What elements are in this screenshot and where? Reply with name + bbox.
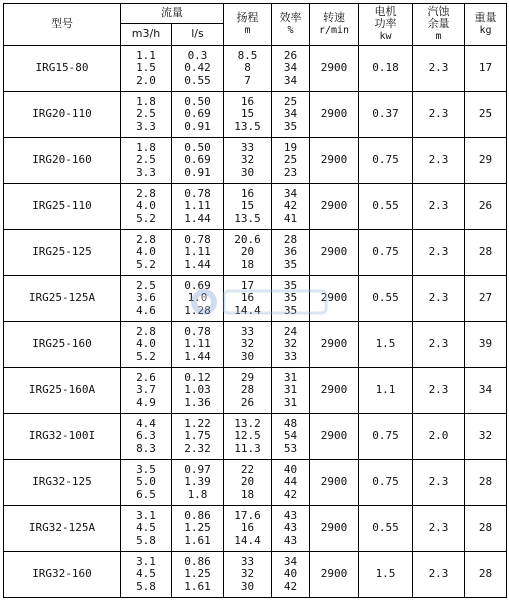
cell-power: 1.1	[359, 368, 413, 414]
col-header-flow: 流量	[121, 4, 224, 24]
cell-flow-ls-value: 0.91	[184, 165, 211, 179]
cell-flow-ls	[172, 92, 224, 138]
cell-model: IRG15-80	[4, 46, 121, 92]
table-row	[4, 46, 507, 92]
cell-head-value: 22	[240, 462, 255, 476]
cell-flow-ls	[172, 322, 224, 368]
cell-head	[224, 552, 272, 598]
cell-flow-m3h-value: 3.6	[136, 291, 156, 305]
cell-weight: 17	[465, 46, 507, 92]
cell-head	[224, 414, 272, 460]
cell-npsh: 2.3	[413, 322, 465, 368]
cell-power: 0.75	[359, 138, 413, 184]
cell-flow-ls-value: 1.03	[184, 383, 211, 397]
cell-efficiency-value: 41	[283, 211, 298, 225]
cell-efficiency-value: 53	[283, 441, 298, 455]
cell-flow-ls-value: 0.69	[184, 107, 211, 121]
cell-flow-ls	[172, 506, 224, 552]
col-header-power: 电机 功率 kw	[359, 4, 413, 46]
cell-head-value: 29	[240, 370, 255, 384]
cell-flow-m3h-value: 2.5	[136, 153, 156, 167]
cell-efficiency-value: 42	[283, 199, 298, 213]
cell-head-value: 30	[240, 165, 255, 179]
cell-head	[224, 460, 272, 506]
cell-flow-ls-value: 1.61	[184, 533, 211, 547]
cell-speed: 2900	[310, 414, 359, 460]
cell-flow-ls-value: 1.39	[184, 475, 211, 489]
cell-flow-ls-value: 1.11	[184, 337, 211, 351]
cell-flow-ls-value: 1.44	[184, 349, 211, 363]
cell-flow-ls	[172, 552, 224, 598]
cell-model: IRG25-160A	[4, 368, 121, 414]
cell-efficiency-value: 26	[283, 48, 298, 62]
cell-weight: 29	[465, 138, 507, 184]
table-row	[4, 506, 507, 552]
cell-efficiency-value: 43	[283, 533, 298, 547]
cell-efficiency-value: 34	[283, 107, 298, 121]
cell-flow-m3h-value: 4.9	[136, 395, 156, 409]
cell-speed: 2900	[310, 46, 359, 92]
cell-npsh: 2.3	[413, 46, 465, 92]
cell-head-value: 13.2	[234, 416, 261, 430]
cell-efficiency-value: 54	[283, 429, 298, 443]
cell-flow-m3h-value: 8.3	[136, 441, 156, 455]
cell-flow-ls-value: 1.22	[184, 416, 211, 430]
cell-flow-m3h-value: 2.8	[136, 324, 156, 338]
cell-speed: 2900	[310, 138, 359, 184]
cell-npsh: 2.0	[413, 414, 465, 460]
cell-head-value: 20	[240, 245, 255, 259]
table-row	[4, 460, 507, 506]
cell-efficiency-value: 24	[283, 324, 298, 338]
cell-head-value: 8	[244, 61, 251, 75]
cell-flow-m3h-value: 3.7	[136, 383, 156, 397]
cell-power: 0.55	[359, 506, 413, 552]
cell-flow-m3h	[121, 368, 172, 414]
table-row	[4, 184, 507, 230]
cell-head	[224, 92, 272, 138]
cell-efficiency	[272, 92, 310, 138]
cell-head-value: 8.5	[237, 48, 258, 62]
table-row	[4, 92, 507, 138]
cell-flow-m3h-value: 2.8	[136, 186, 156, 200]
pump-spec-table	[3, 3, 507, 598]
cell-flow-m3h-value: 2.0	[136, 73, 156, 87]
cell-flow-ls-value: 0.86	[184, 508, 211, 522]
cell-speed: 2900	[310, 92, 359, 138]
cell-flow-ls-value: 1.25	[184, 521, 211, 535]
cell-power: 0.55	[359, 276, 413, 322]
cell-efficiency-value: 35	[283, 291, 298, 305]
cell-head	[224, 368, 272, 414]
cell-efficiency-value: 35	[283, 303, 298, 317]
cell-flow-m3h	[121, 230, 172, 276]
cell-flow-ls	[172, 368, 224, 414]
cell-flow-ls-value: 1.61	[184, 579, 211, 593]
cell-efficiency-value: 35	[283, 119, 298, 133]
cell-head-value: 20.6	[234, 232, 261, 246]
cell-speed: 2900	[310, 322, 359, 368]
cell-weight: 27	[465, 276, 507, 322]
cell-flow-m3h-value: 3.3	[136, 165, 156, 179]
col-header-head: 扬程 m	[224, 4, 272, 46]
cell-npsh: 2.3	[413, 138, 465, 184]
cell-flow-m3h-value: 5.8	[136, 533, 156, 547]
cell-efficiency-value: 28	[283, 232, 298, 246]
cell-flow-ls-value: 2.32	[184, 441, 211, 455]
cell-flow-ls-value: 0.86	[184, 554, 211, 568]
cell-head-value: 17	[240, 278, 255, 292]
cell-speed: 2900	[310, 506, 359, 552]
cell-flow-ls-value: 0.78	[184, 324, 211, 338]
cell-model: IRG32-160	[4, 552, 121, 598]
cell-head	[224, 322, 272, 368]
cell-head-value: 28	[240, 383, 255, 397]
cell-head-value: 32	[240, 567, 255, 581]
cell-weight: 32	[465, 414, 507, 460]
cell-model: IRG25-125A	[4, 276, 121, 322]
cell-npsh: 2.3	[413, 552, 465, 598]
cell-flow-m3h-value: 4.5	[136, 521, 156, 535]
cell-efficiency-value: 34	[283, 73, 298, 87]
cell-head-value: 32	[240, 337, 255, 351]
col-header-weight: 重量 kg	[465, 4, 507, 46]
cell-power: 0.55	[359, 184, 413, 230]
cell-flow-m3h-value: 5.0	[136, 475, 156, 489]
cell-flow-m3h	[121, 414, 172, 460]
cell-weight: 26	[465, 184, 507, 230]
cell-flow-m3h-value: 6.3	[136, 429, 156, 443]
cell-efficiency	[272, 414, 310, 460]
cell-npsh: 2.3	[413, 276, 465, 322]
cell-head	[224, 276, 272, 322]
cell-flow-ls-value: 0.50	[184, 140, 211, 154]
cell-flow-m3h-value: 5.2	[136, 349, 156, 363]
col-header-flow-ls: l/s	[172, 24, 224, 46]
cell-head-value: 18	[240, 487, 255, 501]
cell-head-value: 11.3	[234, 441, 261, 455]
table-row	[4, 322, 507, 368]
cell-flow-ls-value: 1.25	[184, 567, 211, 581]
cell-head-value: 16	[240, 94, 255, 108]
cell-efficiency-value: 34	[283, 186, 298, 200]
cell-flow-m3h	[121, 46, 172, 92]
cell-npsh: 2.3	[413, 92, 465, 138]
cell-power: 0.37	[359, 92, 413, 138]
cell-power: 0.18	[359, 46, 413, 92]
cell-efficiency-value: 19	[283, 140, 298, 154]
cell-flow-ls	[172, 138, 224, 184]
cell-flow-m3h	[121, 322, 172, 368]
cell-flow-ls-value: 0.42	[184, 61, 211, 75]
cell-head-value: 30	[240, 579, 255, 593]
cell-head-value: 20	[240, 475, 255, 489]
cell-head	[224, 46, 272, 92]
cell-efficiency	[272, 552, 310, 598]
cell-flow-ls-value: 0.55	[184, 73, 211, 87]
cell-efficiency-value: 42	[283, 579, 298, 593]
cell-flow-ls-value: 1.8	[187, 487, 208, 501]
col-header-speed: 转速 r/min	[310, 4, 359, 46]
cell-flow-m3h	[121, 138, 172, 184]
cell-efficiency	[272, 322, 310, 368]
cell-efficiency-value: 43	[283, 508, 298, 522]
cell-flow-m3h-value: 5.2	[136, 257, 156, 271]
cell-npsh: 2.3	[413, 184, 465, 230]
cell-efficiency	[272, 138, 310, 184]
cell-efficiency-value: 36	[283, 245, 298, 259]
cell-efficiency-value: 40	[283, 462, 298, 476]
cell-flow-m3h-value: 2.5	[136, 107, 156, 121]
cell-power: 1.5	[359, 552, 413, 598]
cell-flow-ls	[172, 460, 224, 506]
cell-flow-ls-value: 0.3	[187, 48, 208, 62]
cell-flow-ls-value: 1.75	[184, 429, 211, 443]
cell-flow-m3h-value: 1.8	[136, 140, 156, 154]
cell-weight: 28	[465, 506, 507, 552]
cell-model: IRG20-110	[4, 92, 121, 138]
cell-npsh: 2.3	[413, 368, 465, 414]
cell-speed: 2900	[310, 184, 359, 230]
cell-flow-ls-value: 1.44	[184, 211, 211, 225]
cell-flow-m3h-value: 6.5	[136, 487, 156, 501]
cell-flow-ls-value: 1.11	[184, 245, 211, 259]
cell-flow-ls-value: 0.69	[184, 153, 211, 167]
col-header-efficiency: 效率 %	[272, 4, 310, 46]
cell-efficiency-value: 32	[283, 337, 298, 351]
cell-efficiency-value: 34	[283, 61, 298, 75]
cell-flow-m3h-value: 4.0	[136, 337, 156, 351]
cell-flow-ls-value: 1.28	[184, 303, 211, 317]
cell-head-value: 16	[240, 521, 255, 535]
cell-flow-m3h-value: 3.1	[136, 554, 156, 568]
table-row	[4, 138, 507, 184]
cell-efficiency-value: 40	[283, 567, 298, 581]
cell-flow-ls-value: 0.12	[184, 370, 211, 384]
cell-flow-m3h-value: 1.1	[136, 48, 156, 62]
cell-flow-m3h-value: 5.2	[136, 211, 156, 225]
cell-flow-m3h-value: 3.3	[136, 119, 156, 133]
cell-efficiency-value: 35	[283, 278, 298, 292]
cell-head-value: 30	[240, 349, 255, 363]
cell-efficiency	[272, 460, 310, 506]
cell-efficiency-value: 42	[283, 487, 298, 501]
col-header-npsh: 汽蚀 余量 m	[413, 4, 465, 46]
cell-efficiency	[272, 368, 310, 414]
cell-flow-m3h	[121, 184, 172, 230]
cell-flow-ls-value: 0.97	[184, 462, 211, 476]
cell-weight: 34	[465, 368, 507, 414]
cell-npsh: 2.3	[413, 506, 465, 552]
cell-flow-ls	[172, 46, 224, 92]
cell-flow-m3h	[121, 460, 172, 506]
cell-efficiency-value: 44	[283, 475, 298, 489]
cell-head	[224, 138, 272, 184]
cell-speed: 2900	[310, 276, 359, 322]
cell-head-value: 7	[244, 73, 251, 87]
cell-head-value: 16	[240, 291, 255, 305]
cell-flow-m3h-value: 5.8	[136, 579, 156, 593]
cell-flow-ls	[172, 276, 224, 322]
cell-flow-ls-value: 1.36	[184, 395, 211, 409]
cell-efficiency	[272, 184, 310, 230]
cell-flow-ls-value: 1.44	[184, 257, 211, 271]
table-row	[4, 368, 507, 414]
cell-speed: 2900	[310, 230, 359, 276]
cell-speed: 2900	[310, 368, 359, 414]
cell-flow-m3h-value: 2.6	[136, 370, 156, 384]
table-row	[4, 230, 507, 276]
table-row	[4, 552, 507, 598]
cell-flow-ls-value: 0.50	[184, 94, 211, 108]
cell-model: IRG20-160	[4, 138, 121, 184]
cell-head-value: 16	[240, 186, 255, 200]
cell-head-value: 14.4	[234, 533, 261, 547]
cell-flow-ls-value: 0.78	[184, 232, 211, 246]
cell-head-value: 33	[240, 554, 255, 568]
cell-model: IRG32-100I	[4, 414, 121, 460]
cell-head-value: 13.5	[234, 119, 261, 133]
cell-speed: 2900	[310, 552, 359, 598]
cell-model: IRG32-125A	[4, 506, 121, 552]
cell-efficiency-value: 31	[283, 370, 298, 384]
cell-power: 0.75	[359, 230, 413, 276]
cell-efficiency-value: 31	[283, 383, 298, 397]
cell-weight: 25	[465, 92, 507, 138]
cell-power: 0.75	[359, 414, 413, 460]
cell-flow-ls-value: 0.78	[184, 186, 211, 200]
col-header-flow-m3h: m3/h	[121, 24, 172, 46]
cell-weight: 28	[465, 460, 507, 506]
cell-head-value: 33	[240, 324, 255, 338]
cell-efficiency	[272, 506, 310, 552]
cell-efficiency	[272, 276, 310, 322]
cell-efficiency-value: 31	[283, 395, 298, 409]
cell-flow-ls-value: 0.69	[184, 278, 211, 292]
cell-head-value: 18	[240, 257, 255, 271]
cell-head-value: 32	[240, 153, 255, 167]
cell-power: 0.75	[359, 460, 413, 506]
cell-model: IRG25-110	[4, 184, 121, 230]
cell-flow-m3h-value: 3.1	[136, 508, 156, 522]
cell-speed: 2900	[310, 460, 359, 506]
cell-head	[224, 184, 272, 230]
cell-model: IRG25-160	[4, 322, 121, 368]
cell-flow-m3h	[121, 506, 172, 552]
cell-flow-m3h-value: 1.5	[136, 61, 156, 75]
cell-model: IRG32-125	[4, 460, 121, 506]
col-header-model: 型号	[4, 4, 121, 46]
cell-efficiency-value: 33	[283, 349, 298, 363]
cell-flow-m3h	[121, 276, 172, 322]
cell-head	[224, 506, 272, 552]
cell-efficiency	[272, 46, 310, 92]
cell-efficiency-value: 43	[283, 521, 298, 535]
cell-flow-ls-value: 1.11	[184, 199, 211, 213]
cell-head-value: 17.6	[234, 508, 261, 522]
cell-head-value: 33	[240, 140, 255, 154]
cell-head-value: 14.4	[234, 303, 261, 317]
cell-head-value: 13.5	[234, 211, 261, 225]
cell-efficiency-value: 35	[283, 257, 298, 271]
cell-efficiency	[272, 230, 310, 276]
cell-head-value: 15	[240, 199, 255, 213]
cell-head-value: 15	[240, 107, 255, 121]
cell-efficiency-value: 34	[283, 554, 298, 568]
cell-flow-m3h-value: 2.8	[136, 232, 156, 246]
cell-flow-m3h	[121, 92, 172, 138]
cell-flow-ls-value: 0.91	[184, 119, 211, 133]
cell-npsh: 2.3	[413, 230, 465, 276]
cell-weight: 28	[465, 230, 507, 276]
cell-weight: 39	[465, 322, 507, 368]
cell-weight: 28	[465, 552, 507, 598]
cell-flow-m3h-value: 4.0	[136, 199, 156, 213]
cell-efficiency-value: 48	[283, 416, 298, 430]
cell-flow-m3h-value: 4.4	[136, 416, 156, 430]
cell-flow-ls	[172, 230, 224, 276]
cell-flow-m3h-value: 2.5	[136, 278, 156, 292]
cell-efficiency-value: 25	[283, 94, 298, 108]
header-row-top	[4, 4, 507, 24]
cell-flow-m3h-value: 4.6	[136, 303, 156, 317]
cell-npsh: 2.3	[413, 460, 465, 506]
cell-flow-ls	[172, 414, 224, 460]
table-row	[4, 276, 507, 322]
cell-head-value: 12.5	[234, 429, 261, 443]
cell-head	[224, 230, 272, 276]
cell-flow-m3h-value: 4.0	[136, 245, 156, 259]
cell-power: 1.5	[359, 322, 413, 368]
cell-flow-m3h-value: 4.5	[136, 567, 156, 581]
cell-flow-m3h-value: 1.8	[136, 94, 156, 108]
cell-efficiency-value: 25	[283, 153, 298, 167]
table-row	[4, 414, 507, 460]
cell-model: IRG25-125	[4, 230, 121, 276]
cell-flow-ls-value: 1.0	[187, 291, 208, 305]
cell-flow-m3h-value: 3.5	[136, 462, 156, 476]
cell-efficiency-value: 23	[283, 165, 298, 179]
cell-flow-m3h	[121, 552, 172, 598]
cell-head-value: 26	[240, 395, 255, 409]
cell-flow-ls	[172, 184, 224, 230]
